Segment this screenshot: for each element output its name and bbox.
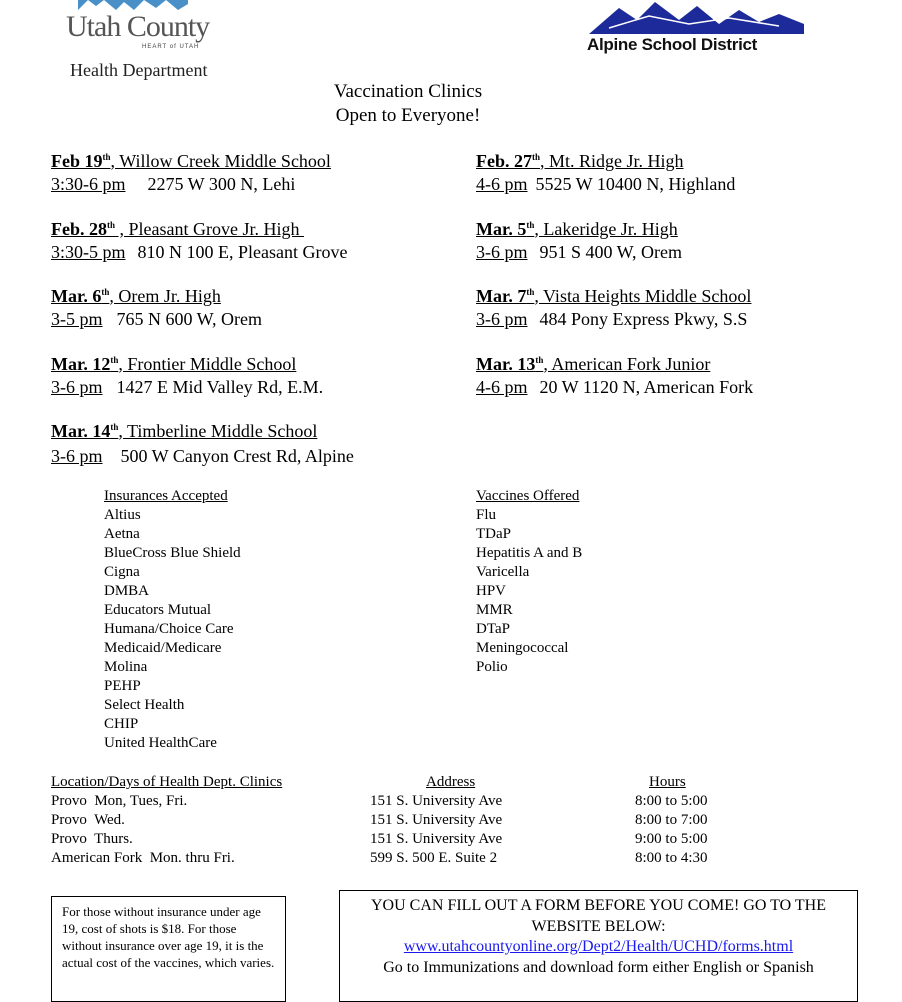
table-cell: American Fork Mon. thru Fri. [51,850,235,866]
page-title [258,81,558,127]
title-line-1: Vaccination Clinics [333,81,483,102]
list-item: Humana/Choice Care [104,621,234,637]
title-line-2: Open to Everyone! [335,105,481,126]
table-cell: 151 S. University Ave [370,793,503,809]
list-item: Polio [476,659,508,675]
list-item: Aetna [104,526,140,542]
list-item: Molina [104,659,148,675]
alpine-school-district-logo [585,0,815,56]
list-item: United HealthCare [104,735,217,751]
utah-county-tagline: HEART of UTAH [142,44,200,50]
list-item: Cigna [104,564,140,580]
cost-note-text: For those without insurance under age 19, cost of shots is $18. For those without insurance over age 19, it is the actual cost of the vaccines, which varies. [62,904,275,970]
insurances-list [104,487,241,753]
vaccines-list [476,487,582,677]
list-item: Hepatitis A and B [476,545,583,561]
website-info-box [339,890,858,1002]
health-department-label: Health Department [70,60,208,80]
list-item: Meningococcal [476,640,569,656]
table-cell: Provo Wed. [51,812,125,828]
forms-website-link[interactable]: www.utahcountyonline.org/Dept2/Health/UCHD/forms.html [403,938,794,955]
health-clinics-table [51,773,751,869]
list-item: DMBA [104,583,150,599]
table-cell: 9:00 to 5:00 [635,831,708,847]
website-instruction: YOU CAN FILL OUT A FORM BEFORE YOU COME! GO TO THE WEBSITE BELOW: [371,897,826,935]
list-item: HPV [476,583,507,599]
column-header-hours: Hours [649,774,686,790]
list-item: CHIP [104,716,139,732]
download-instruction: Go to Immunizations and download form either English or Spanish [383,958,814,976]
alpine-school-district-name: Alpine School District [587,35,758,54]
list-item: Flu [476,507,497,523]
clinic-entry: Feb. 27th, Mt. Ridge Jr. High 4-6 pm 5525 W 10400 N, Highland [476,151,736,194]
clinic-entry: Mar. 13th, American Fork Junior 4-6 pm 20 W 1120 N, American Fork [476,354,754,397]
vaccines-header: Vaccines Offered [476,488,580,504]
utah-county-logo [66,0,236,60]
clinic-entry: Mar. 7th, Vista Heights Middle School 3-6 pm 484 Pony Express Pkwy, S.S [476,286,752,329]
list-item: BlueCross Blue Shield [104,545,241,561]
cost-note-box [51,896,286,1002]
column-header-location: Location/Days of Health Dept. Clinics [51,774,283,790]
list-item: MMR [476,602,513,618]
clinic-entry: Feb. 28th , Pleasant Grove Jr. High 3:30-5 pm 810 N 100 E, Pleasant Grove [51,219,348,262]
list-item: Medicaid/Medicare [104,640,222,656]
clinic-entry: Mar. 5th, Lakeridge Jr. High 3-6 pm 951 S 400 W, Orem [476,219,683,262]
table-cell: Provo Mon, Tues, Fri. [51,793,188,809]
table-cell: 151 S. University Ave [370,812,503,828]
list-item: TDaP [476,526,511,542]
table-cell: Provo Thurs. [51,831,133,847]
utah-county-name: Utah County [66,10,210,43]
table-cell: 8:00 to 5:00 [635,793,708,809]
clinic-entry: Feb 19th, Willow Creek Middle School 3:30-6 pm 2275 W 300 N, Lehi [51,151,331,194]
list-item: DTaP [476,621,510,637]
list-item: Varicella [476,564,530,580]
list-item: PEHP [104,678,141,694]
list-item: Select Health [104,697,185,713]
clinic-entry: Mar. 6th, Orem Jr. High 3-5 pm 765 N 600 W, Orem [51,286,262,329]
list-item: Educators Mutual [104,602,212,618]
alpine-mountains-icon [589,0,809,36]
table-cell: 8:00 to 4:30 [635,850,708,866]
list-item: Altius [104,507,141,523]
clinic-entry: Mar. 14th, Timberline Middle School 3-6 pm 500 W Canyon Crest Rd, Alpine [51,421,354,466]
column-header-address: Address [426,774,476,790]
table-cell: 8:00 to 7:00 [635,812,708,828]
clinic-entry: Mar. 12th, Frontier Middle School 3-6 pm 1427 E Mid Valley Rd, E.M. [51,354,324,397]
insurances-header: Insurances Accepted [104,488,228,504]
table-cell: 599 S. 500 E. Suite 2 [370,850,498,866]
table-cell: 151 S. University Ave [370,831,503,847]
